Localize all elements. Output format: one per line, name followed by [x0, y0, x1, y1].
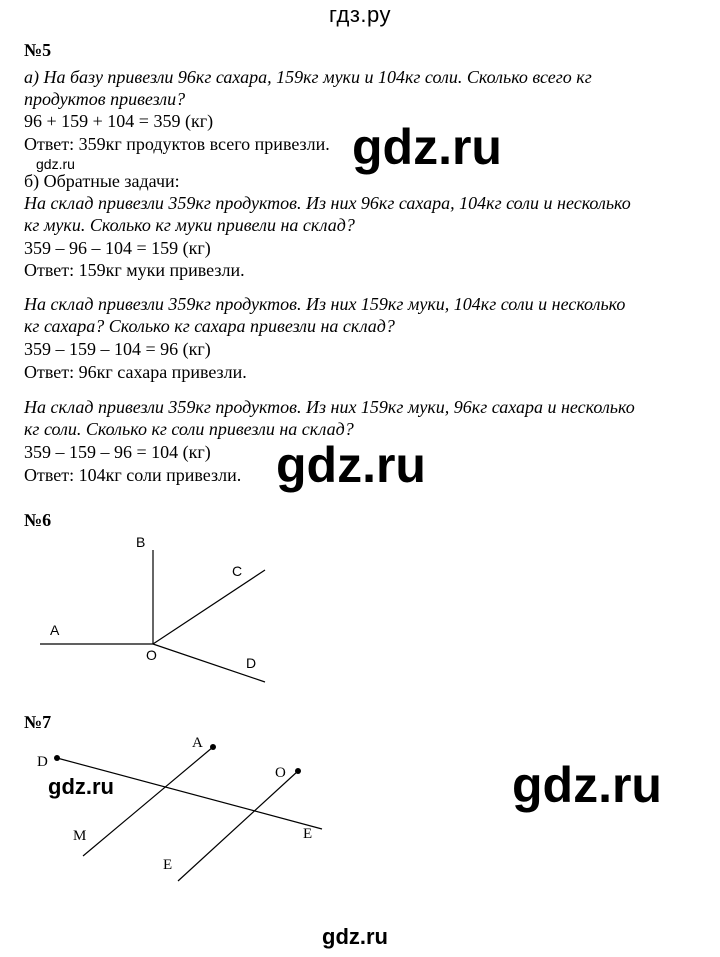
label-A: A [50, 622, 60, 638]
problem-1-question-line-2: кг муки. Сколько кг муки привели на склад? [24, 215, 355, 235]
problem-1-answer: Ответ: 159кг муки привезли. [24, 260, 245, 280]
label-D: D [37, 754, 48, 770]
task-6-angle-diagram [0, 520, 320, 700]
ray-MA [83, 747, 213, 856]
ray-OC [153, 570, 265, 644]
label-E-bottom: E [163, 857, 173, 873]
label-A: A [192, 735, 203, 751]
watermark-big-1: gdz.ru [352, 119, 502, 175]
task-7-lines-diagram [0, 730, 340, 890]
task-5a-question-line-1: а) На базу привезли 96кг сахара, 159кг муки и 104кг соли. Сколько всего кг [24, 67, 592, 87]
problem-1-question-line-1: На склад привезли 359кг продуктов. Из них 96кг сахара, 104кг соли и несколько [24, 193, 631, 213]
task-7-number: №7 [24, 712, 52, 732]
watermark-big-3: gdz.ru [512, 757, 662, 813]
label-D: D [246, 655, 257, 671]
problem-2-solution: 359 – 159 – 104 = 96 (кг) [24, 339, 211, 359]
watermark-medium: gdz.ru [48, 774, 114, 799]
label-C: C [232, 563, 243, 579]
task-5b-heading: б) Обратные задачи: [24, 171, 180, 191]
problem-3-question-line-2: кг соли. Сколько кг соли привезли на склад? [24, 419, 354, 439]
point-D [54, 755, 60, 761]
problem-1-solution: 359 – 96 – 104 = 159 (кг) [24, 238, 211, 258]
label-O: O [146, 647, 157, 663]
task-5a-solution: 96 + 159 + 104 = 359 (кг) [24, 111, 214, 131]
problem-2-question-line-1: На склад привезли 359кг продуктов. Из них 159кг муки, 104кг соли и несколько [24, 294, 626, 314]
watermark-big-2: gdz.ru [276, 437, 426, 493]
site-header: гдз.ру [328, 2, 392, 27]
label-B: B [136, 534, 146, 550]
task-6-number: №6 [24, 510, 52, 530]
task-5a-answer: Ответ: 359кг продуктов всего привезли. [24, 134, 330, 154]
problem-2-question-line-2: кг сахара? Сколько кг сахара привезли на склад? [24, 316, 395, 336]
problem-3-answer: Ответ: 104кг соли привезли. [24, 465, 242, 485]
task-5-number: №5 [24, 40, 52, 60]
watermark-footer: gdz.ru [322, 924, 388, 949]
task-5a-question-line-2: продуктов привезли? [24, 89, 186, 109]
point-A [210, 744, 216, 750]
problem-2-answer: Ответ: 96кг сахара привезли. [24, 362, 247, 382]
label-E-right: E [303, 826, 313, 842]
problem-3-question-line-1: На склад привезли 359кг продуктов. Из них 159кг муки, 96кг сахара и несколько [24, 397, 635, 417]
problem-3-solution: 359 – 159 – 96 = 104 (кг) [24, 442, 211, 462]
label-M: M [73, 828, 87, 844]
label-O: O [275, 765, 286, 781]
point-O [295, 768, 301, 774]
ray-EO [178, 771, 298, 881]
watermark-small-top: gdz.ru [36, 156, 75, 172]
